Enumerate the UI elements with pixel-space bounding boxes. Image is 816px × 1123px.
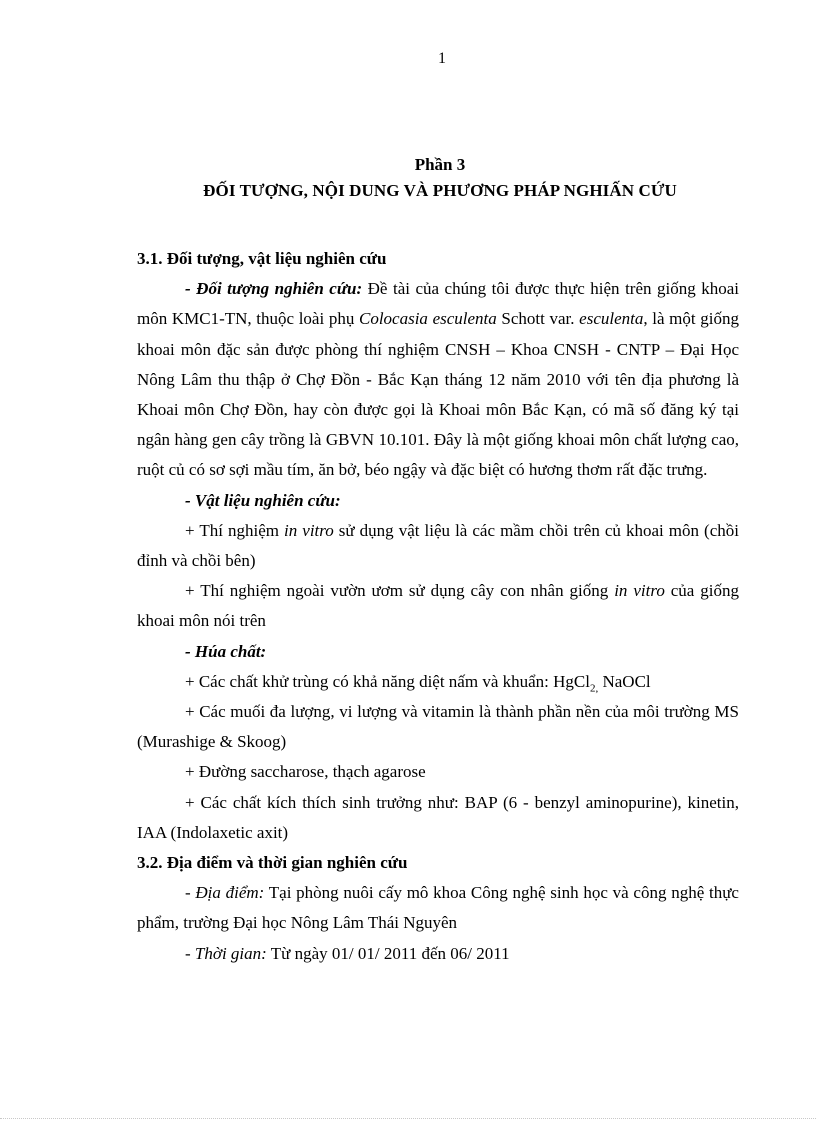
chemicals-item-3: + Đường saccharose, thạch agarose — [185, 762, 426, 782]
object-text-1: Đề tài của chúng tôi được thực hiện trên giống khoai môn KMC1-TN, thuộc loài phụ — [137, 279, 739, 329]
chemicals-item-1-text-b: NaOCl — [598, 671, 651, 691]
page-bottom-divider — [0, 1118, 816, 1119]
location-label: - Địa điểm: — [185, 883, 265, 903]
materials-item-1-italic: in vitro — [284, 520, 334, 540]
page-number: 1 — [438, 50, 446, 67]
location-text: Tại phòng nuôi cấy mô khoa Công nghệ sinh học và công nghệ thực phẩm, trường Đại học Nông Lâm Thái Nguyên — [137, 883, 739, 933]
materials-item-2 — [137, 576, 739, 636]
chapter-title: ĐỐI TƯỢNG, NỘI DUNG VÀ PHƯƠNG PHÁP NGHIẤN CỨU — [203, 181, 677, 200]
location-paragraph — [137, 878, 739, 938]
object-text-2: Schott var. — [496, 309, 580, 329]
materials-label-paragraph — [137, 486, 739, 516]
species-name: Colocasia esculenta — [358, 309, 497, 329]
materials-item-1 — [137, 516, 739, 576]
chemicals-item-1-subscript: 2, — [589, 682, 599, 695]
chemicals-item-4: + Các chất kích thích sinh trưởng như: BAP (6 - benzyl aminopurine), kinetin, IAA (Indolaxetic axit) — [137, 792, 739, 842]
object-label: - Đối tượng nghiên cứu: — [185, 279, 363, 299]
materials-item-1-text-b: sử dụng vật liệu là các mầm chồi trên củ khoai môn (chồi đỉnh và chồi bên) — [137, 520, 739, 571]
materials-item-2-italic: in vitro — [614, 581, 665, 601]
part-label: Phần 3 — [414, 155, 466, 174]
chemicals-item-2: + Các muối đa lượng, vi lượng và vitamin là thành phần nền của môi trường MS (Murashige & Skoog) — [137, 702, 739, 752]
object-text-3: , là một giống khoai môn đặc sản được phòng thí nghiệm CNSH – Khoa CNSH - CNTP – Đại Học Nông Lâm thu thập ở Chợ Đồn - Bắc Kạn tháng 12 năm 2010 với tên địa phương là Khoai môn Chợ Đồn, hay còn được gọi là Khoai môn Bắc Kạn, có mã số đăng ký tại ngân hàng gen cây trồng là GBVN 10.101. Đây là một giống khoai môn chất lượng cao, ruột củ có sơ sợi mầu tím, ăn bở, béo ngậy và đặc biệt có hương thơm rất đặc trưng. — [137, 309, 739, 480]
time-paragraph — [137, 939, 739, 969]
object-paragraph — [137, 274, 739, 485]
materials-item-2-text-a: + Thí nghiệm ngoài vườn ươm sử dụng cây con nhân giống — [185, 581, 615, 601]
section-heading-3-2: 3.2. Địa điểm và thời gian nghiên cứu — [137, 853, 408, 873]
variety-name: esculenta — [579, 309, 644, 329]
materials-item-1-text-a: + Thí nghiệm — [185, 520, 285, 540]
time-label: - Thời gian: — [185, 943, 267, 963]
time-text: Từ ngày 01/ 01/ 2011 đến 06/ 2011 — [266, 943, 510, 963]
materials-item-2-text-b: của giống khoai môn nói trên — [137, 581, 740, 631]
materials-label: - Vật liệu nghiên cứu: — [185, 490, 341, 510]
body-content — [137, 244, 739, 969]
section-heading-3-1: 3.1. Đối tượng, vật liệu nghiên cứu — [137, 249, 387, 268]
chemicals-item-1-text-a: + Các chất khử trùng có khả năng diệt nấm và khuẩn: HgCl — [185, 671, 590, 691]
chemicals-label: - Húa chất: — [185, 641, 267, 661]
chemicals-item-1 — [137, 667, 739, 697]
chemicals-label-paragraph — [137, 637, 739, 667]
